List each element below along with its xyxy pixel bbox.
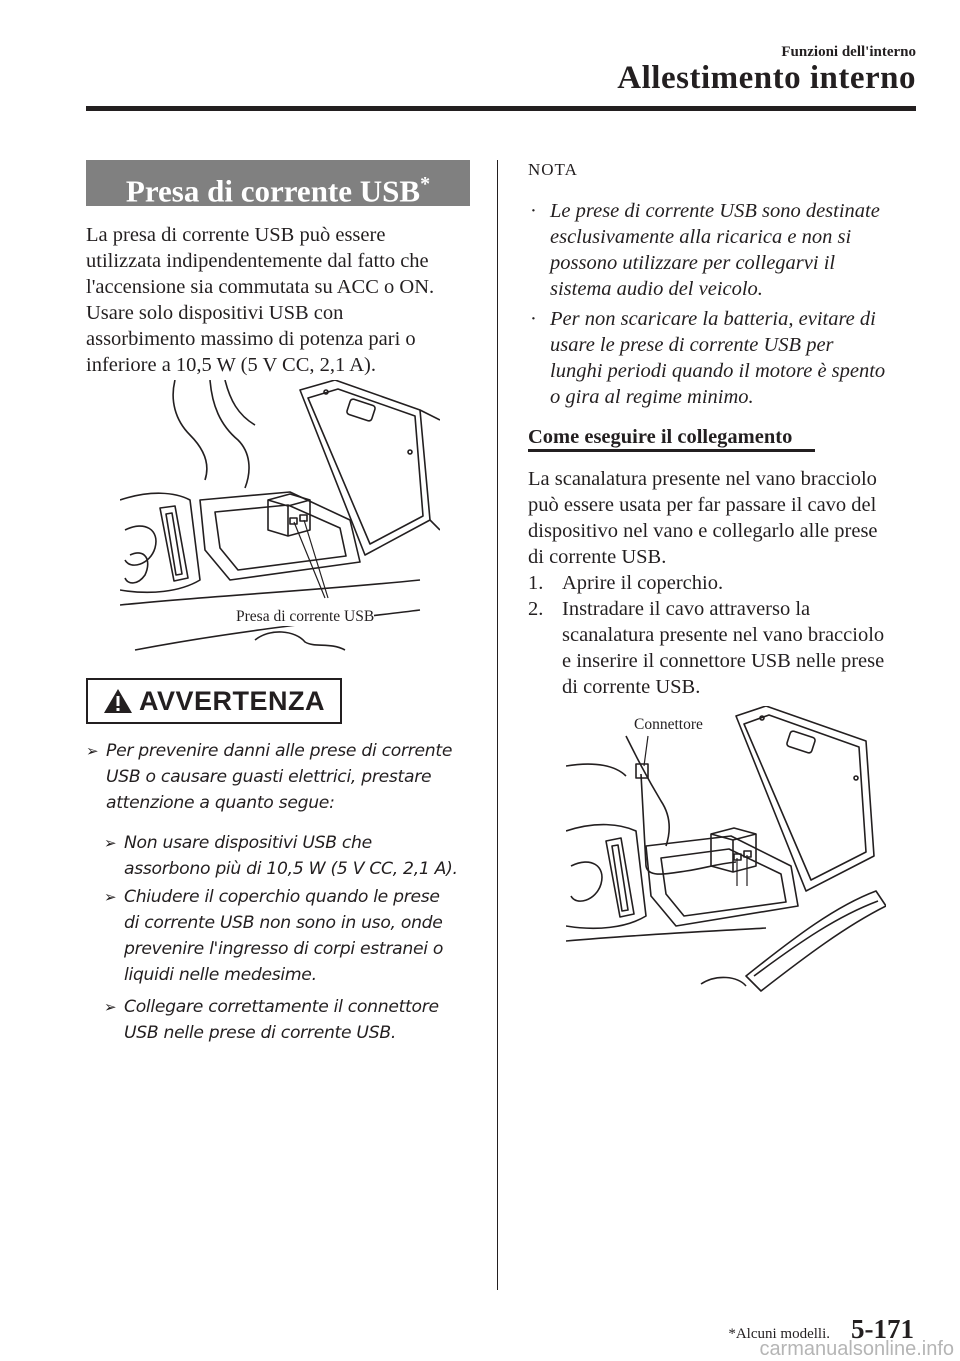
warning-label: AVVERTENZA	[138, 685, 325, 716]
warning-item-sub	[104, 994, 484, 1046]
nota-title: NOTA	[528, 160, 578, 179]
usb-outlet-illustration	[120, 380, 440, 670]
footnote: *Alcuni modelli.	[728, 1326, 830, 1342]
text-line: di corrente USB.	[528, 546, 667, 568]
intro-paragraph	[86, 222, 434, 378]
text-line: La scanalatura presente nel vano bracciolo	[528, 468, 877, 490]
column-divider	[497, 160, 498, 1290]
text-line: USB nelle prese di corrente USB.	[124, 1023, 396, 1043]
figure-label-usb-outlet: Presa di corrente USB	[236, 608, 375, 625]
text-line: Usare solo dispositivi USB con	[86, 302, 344, 324]
step-item	[528, 596, 928, 700]
text-line: Aprire il coperchio.	[562, 572, 724, 594]
text-line: e inserire il connettore USB nelle prese	[562, 650, 885, 672]
text-line: liquidi nelle medesime.	[124, 965, 317, 985]
arrow-bullet-icon: ➢	[86, 742, 99, 760]
text-line: prevenire l'ingresso di corpi estranei o	[124, 939, 444, 959]
text-line: Instradare il cavo attraverso la	[562, 598, 811, 620]
text-line: sistema audio del veicolo.	[550, 278, 763, 300]
text-line: l'accensione sia commutata su ACC o ON.	[86, 276, 435, 298]
connection-paragraph	[528, 466, 878, 570]
warning-header	[86, 678, 342, 724]
bullet-dot-icon: ·	[530, 308, 537, 330]
section-title-mark: *	[420, 173, 431, 195]
text-line: Collegare correttamente il connettore	[124, 997, 439, 1017]
text-line: Per prevenire danni alle prese di corrente	[106, 741, 453, 761]
warning-triangle-icon	[103, 688, 133, 714]
step-item	[528, 570, 928, 596]
warning-item-sub	[104, 884, 484, 988]
arrow-bullet-icon: ➢	[104, 998, 117, 1016]
step-number: 2.	[528, 598, 544, 620]
text-line: o gira al regime minimo.	[550, 386, 754, 408]
bullet-dot-icon: ·	[530, 200, 537, 222]
step-number: 1.	[528, 572, 544, 594]
nota-bullet-item	[530, 198, 930, 302]
figure-label-connector: Connettore	[634, 716, 703, 733]
text-line: USB o causare guasti elettrici, prestare	[106, 767, 432, 787]
text-line: Le prese di corrente USB sono destinate	[550, 200, 880, 222]
text-line: di corrente USB non sono in uso, onde	[124, 913, 443, 933]
text-line: attenzione a quanto segue:	[106, 793, 335, 813]
page-number: 5-171	[851, 1314, 914, 1344]
warning-item-sub	[104, 830, 484, 882]
text-line: esclusivamente alla ricarica e non si	[550, 226, 852, 248]
text-line: dispositivo nel vano e collegarlo alle prese	[528, 520, 878, 542]
running-header-section: Funzioni dell'interno	[781, 44, 916, 60]
text-line: Non usare dispositivi USB che	[124, 833, 372, 853]
arrow-bullet-icon: ➢	[104, 888, 117, 906]
section-title-text: Presa di corrente USB	[125, 173, 421, 209]
nota-bullet-item	[530, 306, 930, 410]
text-line: assorbimento massimo di potenza pari o	[86, 328, 416, 350]
text-line: La presa di corrente USB può essere	[86, 224, 386, 246]
text-line: scanalatura presente nel vano bracciolo	[562, 624, 885, 646]
subheading-underline	[528, 449, 815, 452]
watermark: carmanualsonline.info	[759, 1338, 954, 1360]
running-header-chapter: Allestimento interno	[617, 60, 916, 96]
section-title	[86, 160, 470, 209]
arrow-bullet-icon: ➢	[104, 834, 117, 852]
text-line: possono utilizzare per collegarvi il	[550, 252, 836, 274]
text-line: di corrente USB.	[562, 676, 701, 698]
text-line: può essere usata per far passare il cavo del	[528, 494, 877, 516]
subheading: Come eseguire il collegamento	[528, 426, 793, 448]
header-rule	[86, 106, 916, 111]
text-line: lunghi periodi quando il motore è spento	[550, 360, 886, 382]
text-line: Per non scaricare la batteria, evitare di	[550, 308, 876, 330]
warning-item-main	[86, 738, 486, 816]
text-line: assorbono più di 10,5 W (5 V CC, 2,1 A).	[124, 859, 458, 879]
text-line: usare le prese di corrente USB per	[550, 334, 834, 356]
text-line: inferiore a 10,5 W (5 V CC, 2,1 A).	[86, 354, 377, 376]
connector-routing-illustration	[566, 706, 886, 996]
text-line: Chiudere il coperchio quando le prese	[124, 887, 440, 907]
text-line: utilizzata indipendentemente dal fatto che	[86, 250, 429, 272]
